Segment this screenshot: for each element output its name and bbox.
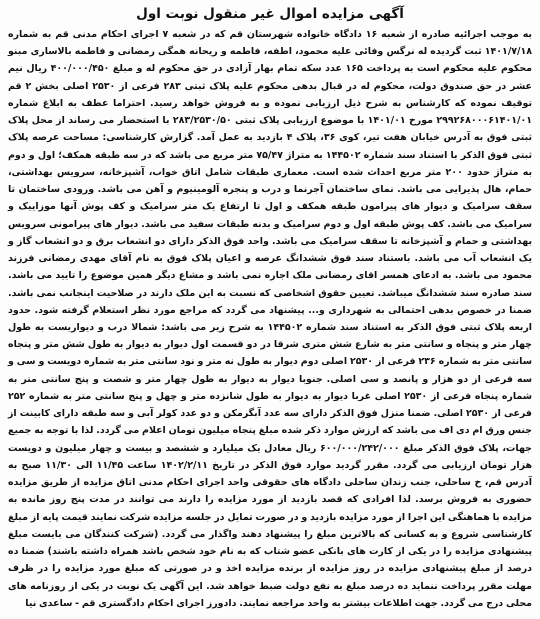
notice-title: آگهی مزایده اموال غیر منقول نوبت اول <box>136 6 404 22</box>
notice-body: به موجب اجرائیه صادره از شعبه ۱۶ دادگاه خانواده شهرستان قم که در شعبه ۷ اجرای احکام مدنی قم به شماره ۱۴۰۱/۷/۱۸ ثبت گردیده له نرگس وفائی علیه محمود، اطفه، فاطمه و ریحانه همگی رمضانی و فاطمه بالاساری مبنو محکوم علیه محکوم است به پرداخت ۱۶۵ عدد سکه تمام بهار آزادی در حق محکوم له و مبلغ ۴۰۰/۰۰۰/۴۵۰ ریال نیم عشر در حق صندوق دولت، محکوم له در قبال بدهی محکوم علیه پلاک ثبتی ۲۸۳ فرعی از ۲۵۳۰ اصلی بخش ۲ قم توقیف نموده که کارشناس به شرح ذیل ارزیابی نموده و به فروش خواهد رسید. احتراما عطف به ابلاغ شماره ۲۹۹۲۶۸۰۰۰۶۱۴۰۱/۰۱ مورخ ۱۴۰۱/۰۱ با موضوع ارزیابی پلاک ثبتی ۲۸۳/۲۵۳۰/۵۰ با استحضار می رساند از محل پلاک ثبتی فوق به آدرس خیابان هفت تیر، کوی ۳۶، پلاک ۴ بازدید به عمل آمد. گزارش کارشناسی: مساحت عرصه پلاک ثبتی فوق الذکر با استناد سند شماره ۱۴۴۵۰۲ به متراژ ۷۵/۴۷ متر مربع می باشد که در سه طبقه همکف؛ اول و دوم به متراژ حدود ۲۰۰ متر مربع احداث شده است. معماری طبقات شامل اتاق خواب، آشپزخانه، سرویس بهداشتی، حمام، هال پذیرایی می باشد. نمای ساختمان آجرنما و درب و پنجره آلومینیوم و آهن می باشد. ورودی ساختمان تا سقف سرامیک و دیوار های پیرامون طبقه همکف و اول تا ارتفاع یک متر سرامیک و کف پوش آنها موزاییک و سرامیک می باشد. کف پوش طبقه اول و دوم سرامیک و بدنه طبقات سفید می باشد. دیوار های پیرامونی سرویس بهداشتی و حمام و آشپزخانه تا سقف سرامیک می باشد. واحد فوق الذکر دارای دو انشعاب برق و دو انشعاب گاز و یک انشعاب آب می باشد. باستناد سند فوق ششدانگ عرصه و اعیان پلاک فوق به نام آقای مهدی رمضانی فرزند محمود می باشد. به ادعای همسر اقای رمضانی ملک اجاره نمی باشد و مشاع دیگر همین موضوع را تایید می باشد. سند صادره سند ششدانگ میباشد. تعیین حقوق اشخاصی که نسبت به این ملک دارند در صلاحیت اینجانب نمی باشد. ضمنا در خصوص بدهی احتمالی به شهرداری و... پیشنهاد می گردد که مراجع مورد نظر استعلام گرفته شود. حدود اربعه پلاک ثبتی فوق الذکر به استناد سند شماره ۱۴۴۵۰۲ به شرح زیر می باشد: شمالا درب و دیواریست به طول چهار متر و پنجاه و سانتی متر به شارع شش متری شرقا در دو قسمت اول دیوار به دیوار به طول شش متر و پنجاه سانتی متر به شماره ۲۳۶ فرعی از ۲۵۳۰ اصلی دوم دیوار به طول نه متر و نود سانتی متر به شماره دویست و سی و سه فرعی از دو هزار و پانصد و سی اصلی. جنوبا دیوار به دیوار به طول چهار متر و شصت و پنج سانتی متر به شماره پنجاه فرعی از ۲۵۳۰ اصلی غربا دیوار به دیوار به طول شانزده متر و چهل و پنج سانتی متر به شماره ۲۵۲ فرعی از ۲۵۳۰ اصلی. ضمنا منزل فوق الذکر دارای سه عدد آبگرمکن و دو عدد کولر آبی و سه طبقه دارای کابینت از جنس ورق ام دی اف می باشد که ارزش موارد ذکر شده مبلغ پنجاه میلیون تومان اعلام می گردد. لذا با توجه به جمیع جهات، پلاک فوق الذکر مبلغ ۶۰۰/۰۰۰/۲۴۲/۰۰۰ ریال معادل یک میلیارد و ششصد و بیست و چهار میلیون و دویست هزار تومان ارزیابی می گردد. مقرر گردید موارد فوق الذکر در تاریخ ۱۴۰۲/۲/۱۱ ساعت ۱۱/۴۵ الی ۱۱/۳۰ صبح به آدرس قم، خ ساحلی، جنب زندان ساحلی دادگاه های حقوقی واحد اجرای احکام مدنی اتاق مزایده از طریق مزایده حضوری به فروش برسد. لذا افرادی که قصد بازدید از مورد مزایده را دارند می توانند در مدت پنج روز مانده به مزایده با هماهنگی این اجرا از مورد مزایده بازدید و در صورت تمایل در جلسه مزایده شرکت نمایند قیمت پایه از مبلغ کارشناسی شروع و به کسانی که بالاترین مبلغ را پیشنهاد دهند واگذار می گردد. (شرکت کنندگان می بایست مبلغ پیشنهادی مزایده را در یکی از کارت های بانکی عضو شتاب که به نام خود شخص باشد همراه داشته باشند) ضمنا ده درصد از مبلغ پیشنهادی مزایده در روز مزایده از برنده مزایده اخذ و در صورتی که مبلغ مورد مزایده را در ظرف مهلت مقرر پرداخت ننماید ده درصد مبلغ به نفع دولت ضبط خواهد شد. این آگهی یک نوبت در یکی از روزنامه های محلی درج می گردد. جهت اطلاعات بیشتر به واحد مراجعه نمایند. دادورز اجرای احکام دادگستری قم - ساعدی نیا <box>8 29 533 609</box>
